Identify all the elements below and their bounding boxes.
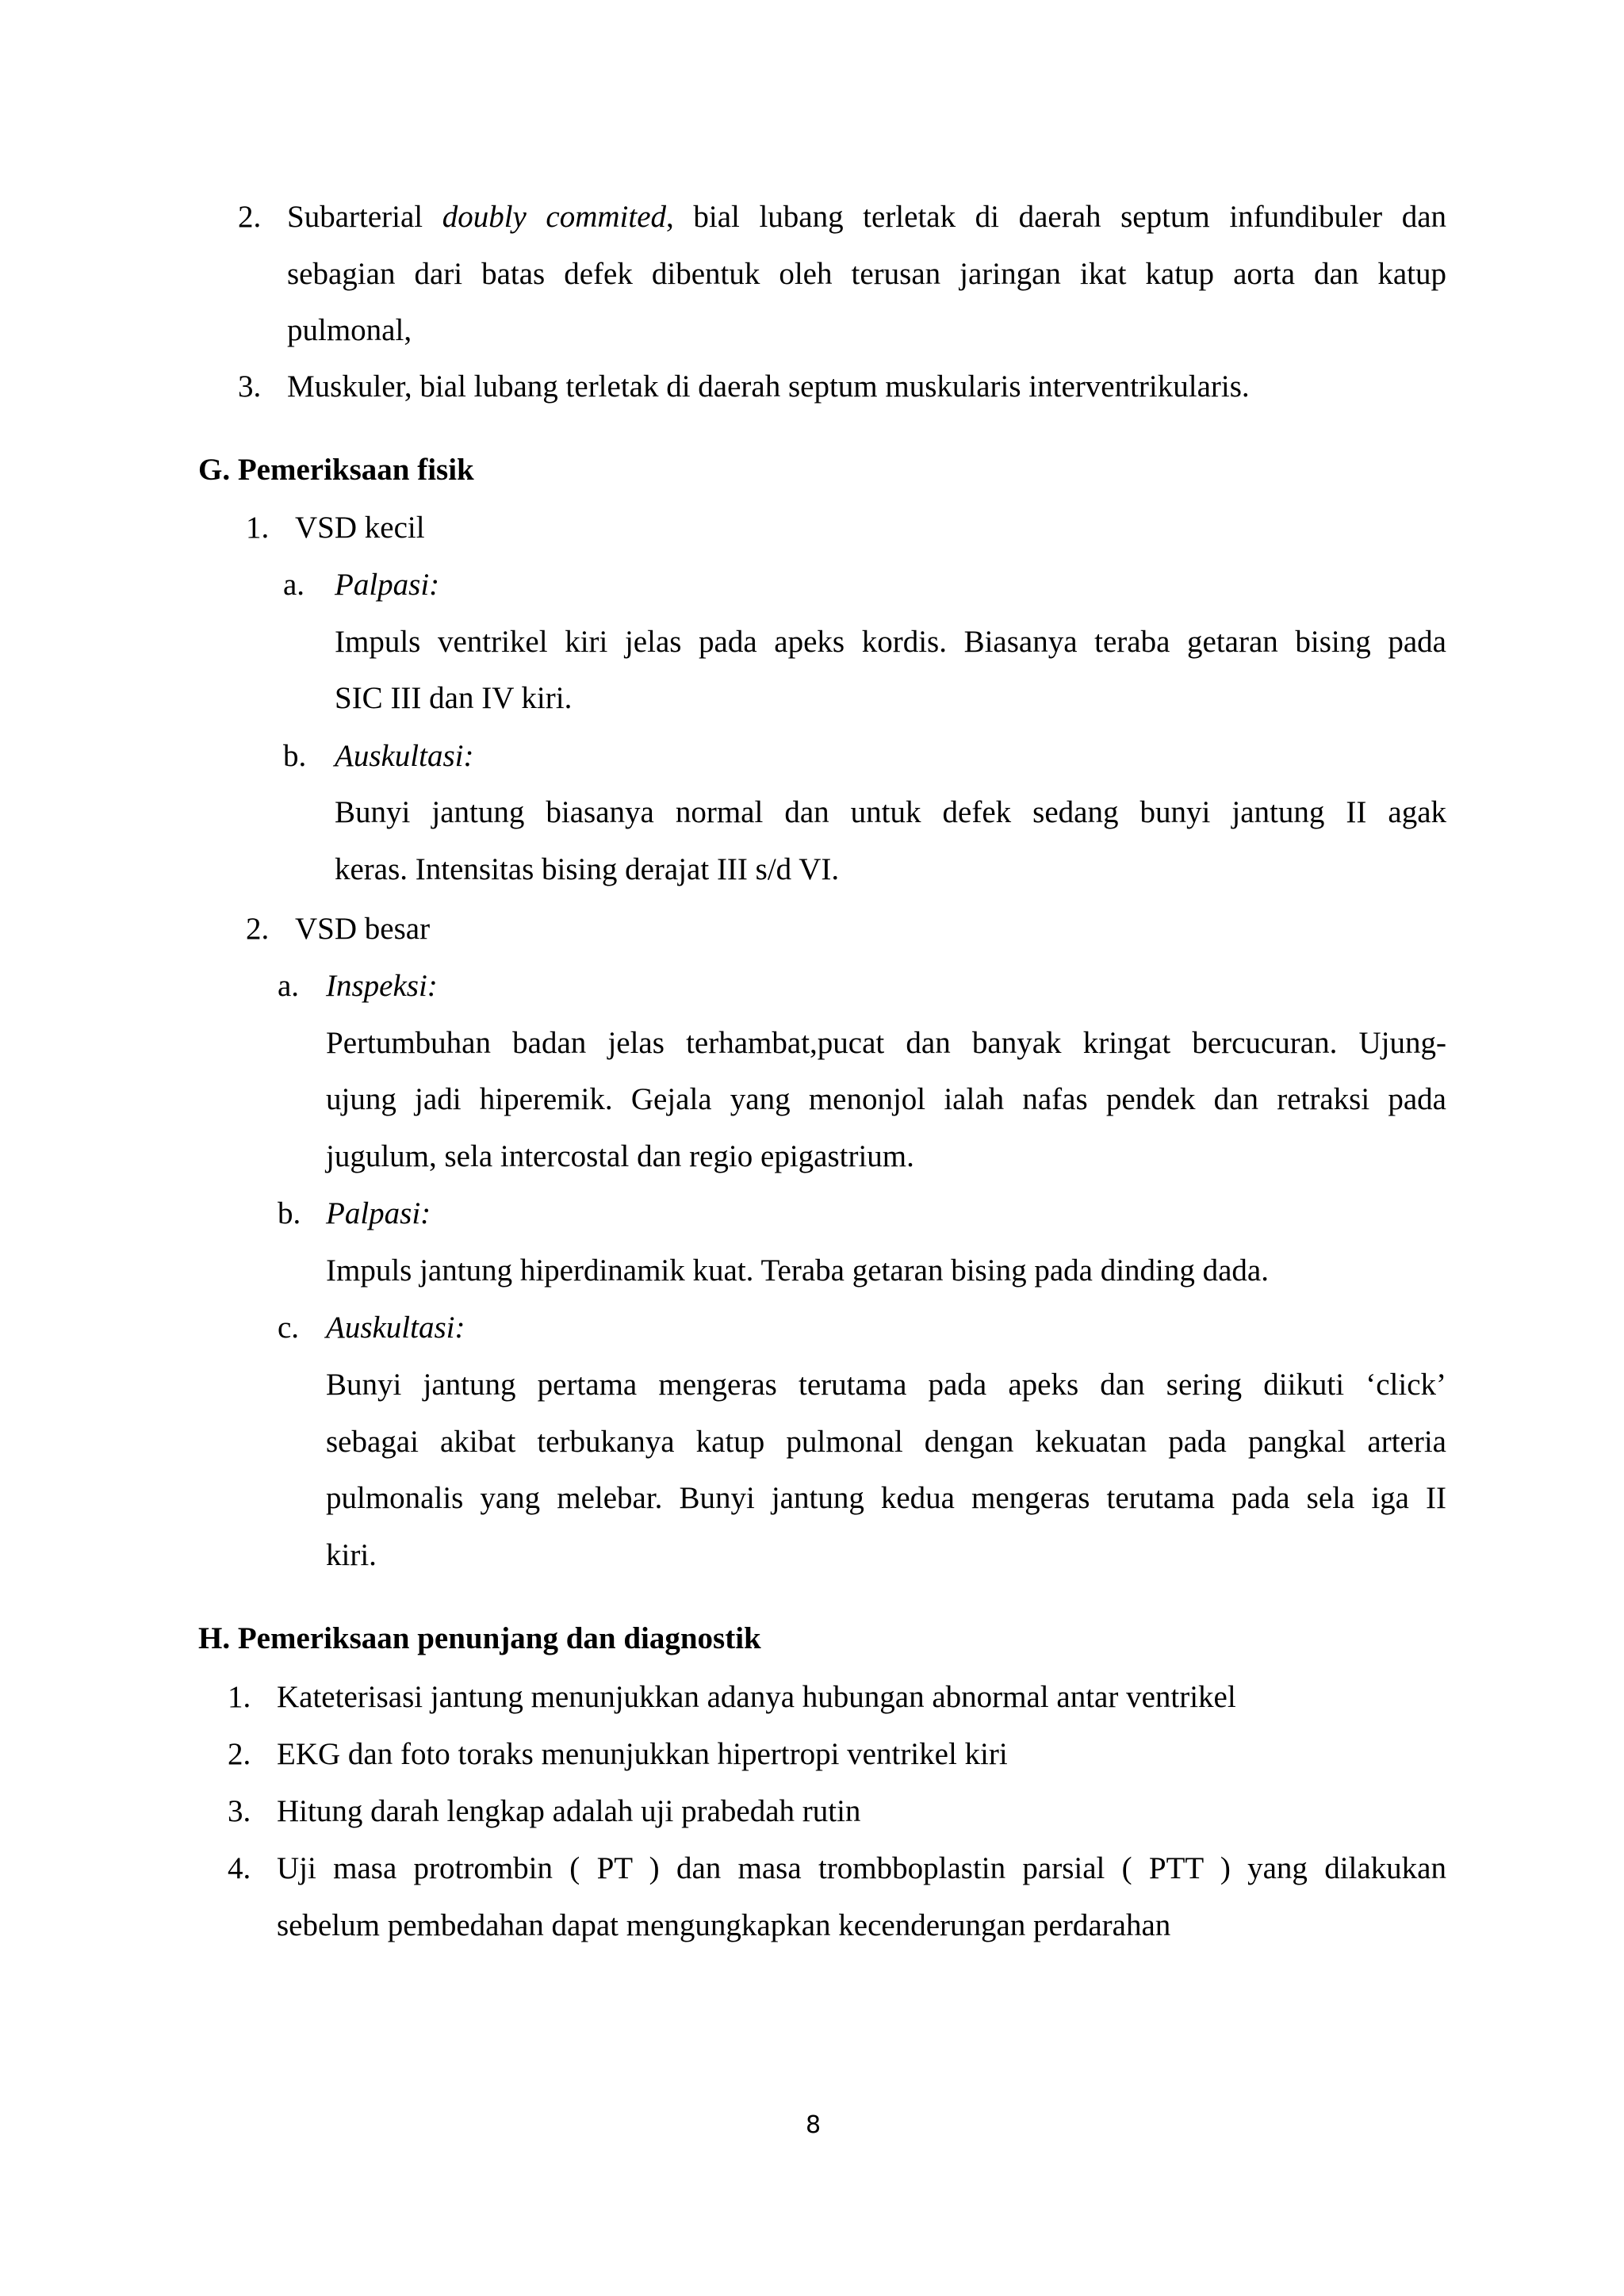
sub-title: Palpasi: [326,1196,431,1230]
list-number: 2. [246,912,270,946]
italic-term: doubly commited [442,200,667,234]
section-heading: H. Pemeriksaan penunjang dan diagnostik [198,1621,761,1655]
list-number: 3. [228,1794,251,1828]
paragraph-line: kiri. [326,1538,377,1572]
paragraph-line: Bunyi jantung biasanya normal dan untuk defek sedang bunyi jantung II agak [335,795,1446,829]
sub-title: Auskultasi: [326,1311,465,1345]
paragraph-line: jugulum, sela intercostal dan regio epigastrium. [326,1139,914,1173]
sub-letter: b. [283,739,307,773]
sub-title: Auskultasi: [335,739,474,773]
rest-text: , bial lubang terletak di daerah septum infundibuler dan [666,200,1447,234]
section-heading: G. Pemeriksaan fisik [198,453,474,487]
lead-text: Subarterial [287,200,442,234]
sub-title: Inspeksi: [326,969,438,1003]
list-item-text: Muskuler, bial lubang terletak di daerah septum muskularis interventrikularis. [287,369,1250,404]
list-number: 3. [238,369,262,404]
paragraph-line: Impuls jantung hiperdinamik kuat. Teraba getaran bising pada dinding dada. [326,1253,1269,1288]
sub-letter: a. [278,969,300,1003]
list-item-title: VSD besar [295,912,431,946]
paragraph-line: Pertumbuhan badan jelas terhambat,pucat dan banyak kringat bercucuran. Ujung- [326,1026,1446,1060]
sub-letter: c. [278,1311,300,1345]
list-item-text: Uji masa protrombin ( PT ) dan masa trombboplastin parsial ( PTT ) yang dilakukan [277,1851,1446,1885]
list-number: 1. [228,1680,251,1714]
list-item-title: VSD kecil [295,511,425,545]
list-item-line: sebagian dari batas defek dibentuk oleh terusan jaringan ikat katup aorta dan katup [287,257,1446,291]
paragraph-line: ujung jadi hiperemik. Gejala yang menonjol ialah nafas pendek dan retraksi pada [326,1082,1446,1116]
list-number: 4. [228,1851,251,1885]
list-item-line: sebelum pembedahan dapat mengungkapkan kecenderungan perdarahan [277,1908,1171,1942]
list-item-line: pulmonal, [287,313,412,347]
paragraph-line: Bunyi jantung pertama mengeras terutama pada apeks dan sering diikuti ‘click’ [326,1368,1446,1402]
paragraph-line: Impuls ventrikel kiri jelas pada apeks kordis. Biasanya teraba getaran bising pada [335,625,1446,659]
paragraph-line: keras. Intensitas bising derajat III s/d VI. [335,852,840,886]
list-item-text: Kateterisasi jantung menunjukkan adanya hubungan abnormal antar ventrikel [277,1680,1236,1714]
list-number: 2. [228,1737,251,1771]
sub-title: Palpasi: [335,568,440,602]
paragraph-line: SIC III dan IV kiri. [335,681,573,715]
paragraph-line: pulmonalis yang melebar. Bunyi jantung kedua mengeras terutama pada sela iga II [326,1481,1446,1515]
page-number: 8 [806,2111,822,2139]
sub-letter: b. [278,1196,301,1230]
list-item-text [287,201,1446,232]
sub-letter: a. [283,568,305,602]
list-number: 1. [246,511,270,545]
list-number: 2. [238,200,262,234]
paragraph-line: sebagai akibat terbukanya katup pulmonal dengan kekuatan pada pangkal arteria [326,1425,1446,1459]
list-item-text: Hitung darah lengkap adalah uji prabedah rutin [277,1794,861,1828]
list-item-text: EKG dan foto toraks menunjukkan hipertropi ventrikel kiri [277,1737,1008,1771]
